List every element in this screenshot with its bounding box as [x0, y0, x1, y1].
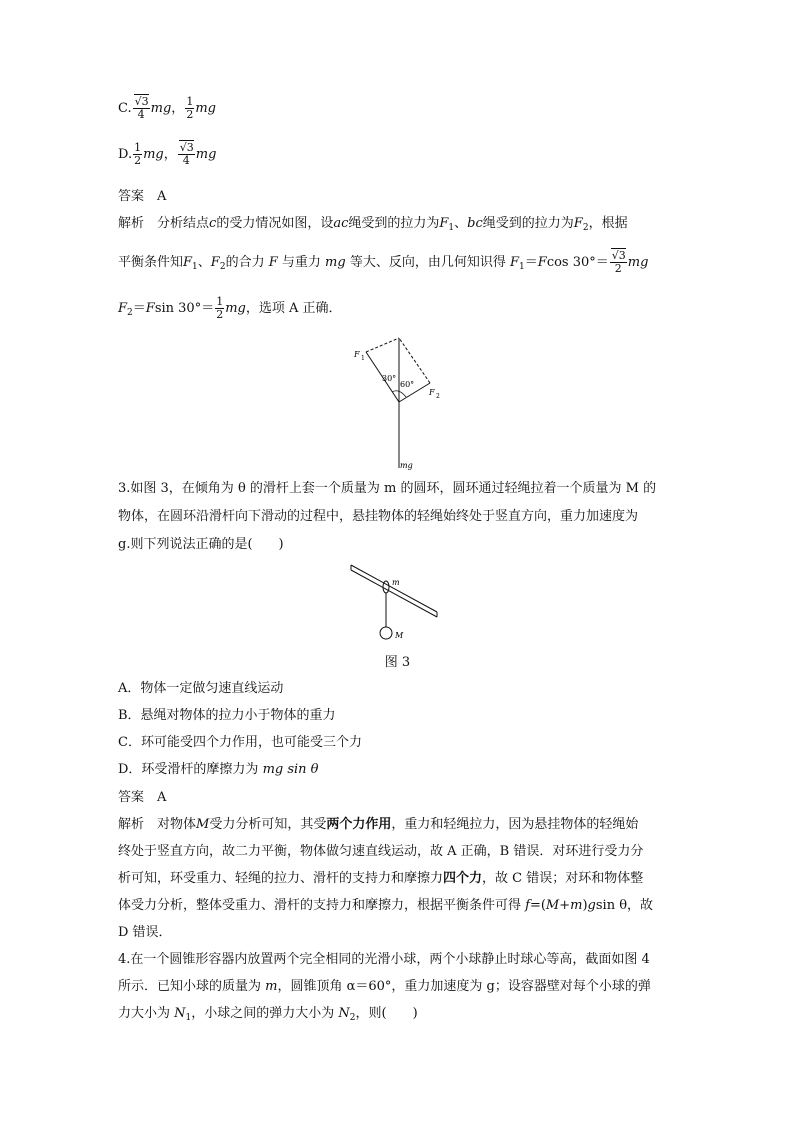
analysis-q3-line3: 析可知，环受重力、轻绳的拉力、滑杆的支持力和摩擦力四个力，故 C 错误；对环和物体整 — [118, 871, 644, 886]
ring — [383, 581, 389, 593]
answer-q3: 答案 A — [118, 790, 167, 805]
f1-label: F — [354, 350, 360, 359]
analysis-q2-line2: 平衡条件知$F_1$、$F_2$的合力 F 与重力 mg 等大、反向，由几何知识得 $F_1=Fcos$ 30°＝ $\frac{√3}{2}$ mg — [118, 249, 649, 275]
f2-label: F — [429, 388, 435, 397]
q4-line2: 所示．已知小球的质量为 m，圆锥顶角 α＝60°，重力加速度为 g；设容器壁对每个小球的弹 — [118, 979, 651, 994]
analysis-q3-line4: 体受力分析，整体受重力、滑杆的支持力和摩擦力，根据平衡条件可得 f=(M+m)gsin θ，故 — [118, 898, 654, 913]
q3-option-c[interactable]: C．环可能受四个力作用，也可能受三个力 — [118, 735, 362, 750]
option-d[interactable]: D. $\frac{1}{2}$ mg， $\frac{√3}{4}$ mg — [118, 141, 217, 167]
angle-30-label: 30° — [382, 374, 397, 383]
object-mass-label: M — [395, 631, 404, 640]
ring-mass-label: m — [392, 578, 400, 587]
analysis-q2-line3: $F_2=Fsin$ 30°＝ $\frac{1}{2}$ mg，选项 A 正确． — [118, 295, 342, 321]
option-c[interactable]: C. $\frac{√3}{4}$ mg， $\frac{1}{2}$ mg — [118, 95, 216, 121]
q3-option-a[interactable]: A．物体一定做匀速直线运动 — [118, 681, 284, 696]
q3-line2: 物体，在圆环沿滑杆向下滑动的过程中，悬挂物体的轻绳始终处于竖直方向，重力加速度为 — [118, 509, 639, 524]
figure-3-caption: 图 3 — [384, 655, 411, 670]
analysis-q2-line1: 解析 分析结点c的受力情况如图，设ac绳受到的拉力为$F_1$、bc绳受到的拉力为$F_2$，根据 — [118, 216, 628, 233]
analysis-q3-line5: D 错误． — [118, 925, 172, 940]
slider-diagram — [345, 560, 445, 645]
mg-label: mg — [400, 461, 413, 470]
q3-option-d[interactable]: D．环受滑杆的摩擦力为 mg sin θ — [118, 762, 319, 777]
svg-text:2: 2 — [436, 393, 440, 400]
analysis-q3-line1: 解析 对物体M受力分析可知，其受两个力作用，重力和轻绳拉力，因为悬挂物体的轻绳始 — [118, 817, 639, 832]
q3-option-b[interactable]: B．悬绳对物体的拉力小于物体的重力 — [118, 708, 336, 723]
mass-ball — [380, 627, 392, 639]
q4-line1: 4.在一个圆锥形容器内放置两个完全相同的光滑小球，两个小球静止时球心等高，截面如图 4 — [118, 952, 650, 967]
svg-text:1: 1 — [361, 355, 365, 362]
q3-line1: 3.如图 3，在倾角为 θ 的滑杆上套一个质量为 m 的圆环，圆环通过轻绳拉着一个质量为 M 的 — [118, 481, 657, 496]
q3-line3: g.则下列说法正确的是( ) — [118, 537, 284, 552]
angle-60-label: 60° — [400, 380, 415, 389]
q4-line3: 力大小为 $N_1$，小球之间的弹力大小为 $N_2$，则( ) — [118, 1006, 418, 1023]
analysis-q3-line2: 终处于竖直方向，故二力平衡，物体做匀速直线运动，故 A 正确，B 错误．对环进行受力分 — [118, 844, 644, 859]
force-diagram — [340, 330, 460, 475]
answer-q2: 答案 A — [118, 189, 167, 204]
